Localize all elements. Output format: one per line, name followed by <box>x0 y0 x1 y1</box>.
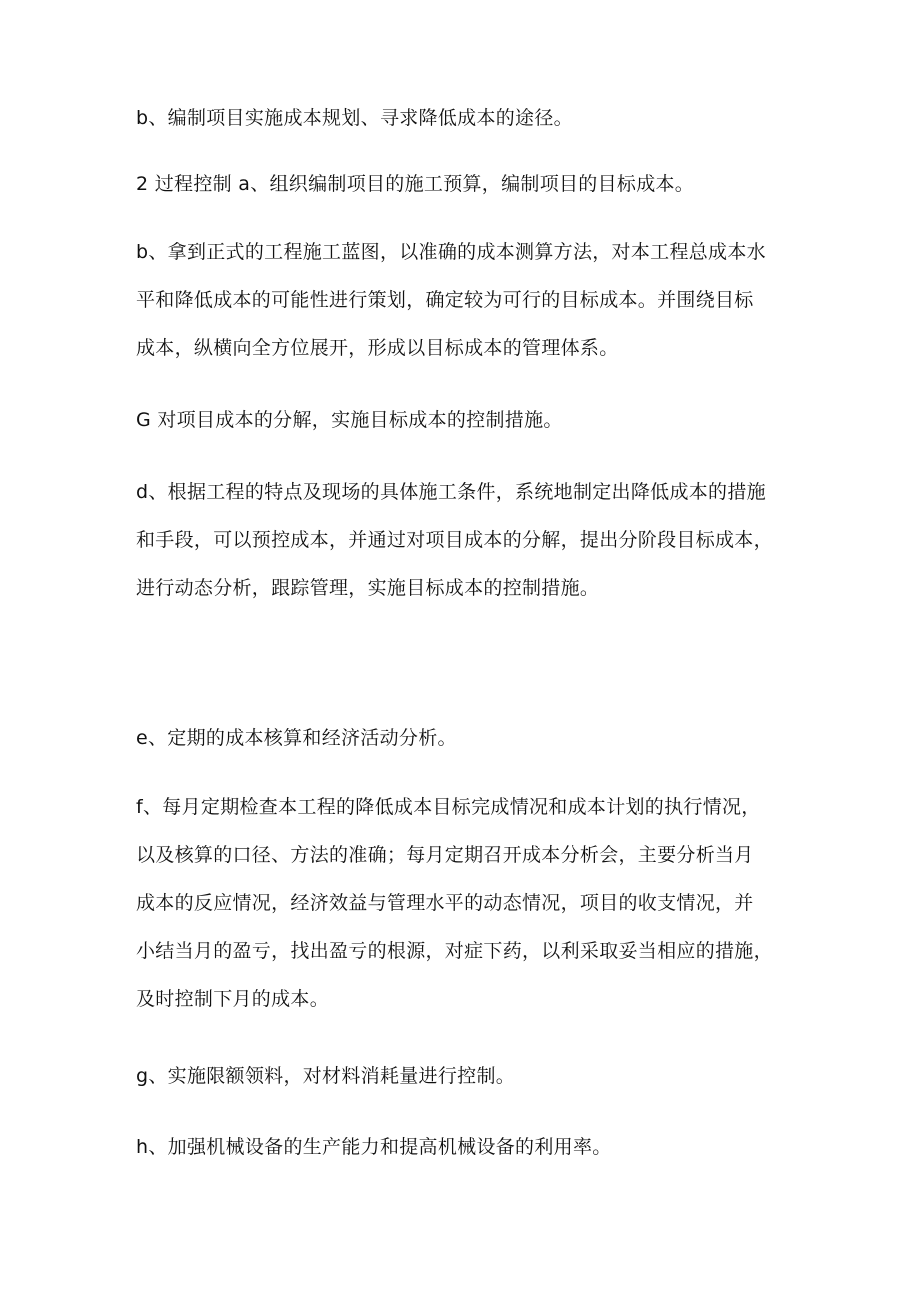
paragraph-g-material-limit <box>136 1052 796 1100</box>
text-line: 以及核算的口径、方法的准确；每月定期召开成本分析会，主要分析当月 <box>136 844 754 866</box>
paragraph-h-machinery <box>136 1123 796 1171</box>
paragraph-process-control <box>136 160 796 208</box>
text-line: g、实施限额领料，对材料消耗量进行控制。 <box>136 1065 516 1087</box>
text-line: e、定期的成本核算和经济活动分析。 <box>136 727 457 749</box>
paragraph-d-measures <box>136 468 796 612</box>
paragraph-f-monthly-check <box>136 783 796 1023</box>
text-line: G 对项目成本的分解，实施目标成本的控制措施。 <box>136 409 563 431</box>
text-line: d、根据工程的特点及现场的具体施工条件，系统地制定出降低成本的措施 <box>136 481 766 503</box>
text-line: 2 过程控制 a、组织编制项目的施工预算，编制项目的目标成本。 <box>136 173 695 195</box>
paragraph-g-decomposition <box>136 396 796 444</box>
text-line: 成本的反应情况，经济效益与管理水平的动态情况，项目的收支情况，并 <box>136 892 754 914</box>
text-line: f、每月定期检查本工程的降低成本目标完成情况和成本计划的执行情况， <box>136 796 761 818</box>
text-line: 成本，纵横向全方位展开，形成以目标成本的管理体系。 <box>136 337 619 359</box>
text-line: 小结当月的盈亏，找出盈亏的根源，对症下药，以利采取妥当相应的措施， <box>136 940 773 962</box>
text-line: 及时控制下月的成本。 <box>136 988 330 1010</box>
text-line: b、拿到正式的工程施工蓝图，以准确的成本测算方法，对本工程总成本水 <box>136 241 766 263</box>
text-line: 平和降低成本的可能性进行策划，确定较为可行的目标成本。并围绕目标 <box>136 289 754 311</box>
paragraph-e-accounting <box>136 714 796 762</box>
paragraph-b-blueprint <box>136 228 796 372</box>
text-line: 和手段，可以预控成本，并通过对项目成本的分解，提出分阶段目标成本， <box>136 529 773 551</box>
text-line: 进行动态分析，跟踪管理，实施目标成本的控制措施。 <box>136 577 600 599</box>
text-line: b、编制项目实施成本规划、寻求降低成本的途径。 <box>136 107 573 129</box>
paragraph-b-plan <box>136 94 796 142</box>
text-line: h、加强机械设备的生产能力和提高机械设备的利用率。 <box>136 1136 612 1158</box>
